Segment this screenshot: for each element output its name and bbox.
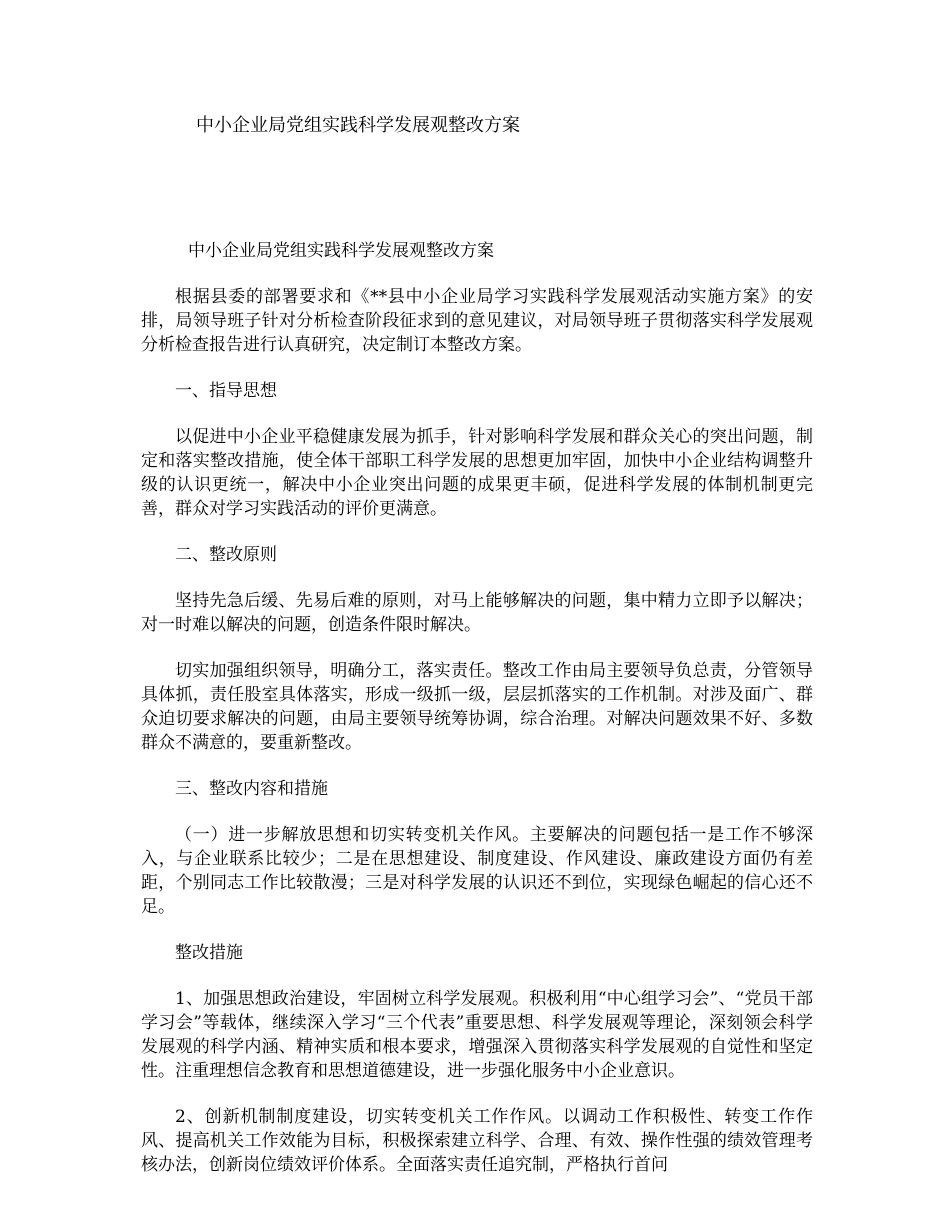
measures-title: 整改措施 xyxy=(175,943,243,963)
section-1-body: 以促进中小企业平稳健康发展为抓手，针对影响科学发展和群众关心的突出问题，制定和落实整改措施，使全体干部职工科学发展的思想更加牢固，加快中小企业结构调整升级的认识更统一，解决中小企业突出问题的成果更丰硕，促进科学发展的体制机制更完善，群众对学习实践活动的评价更满意。 xyxy=(141,427,813,519)
intro-paragraph: 根据县委的部署要求和《**县中小企业局学习实践科学发展观活动实施方案》的安排，局领导班子针对分析检查阶段征求到的意见建议，对局领导班子贯彻落实科学发展观分析检查报告进行认真研究，决定制订本整改方案。 xyxy=(141,287,813,355)
measure-1: 1、加强思想政治建设，牢固树立科学发展观。积极利用“中心组学习会”、“党员干部学习会”等载体，继续深入学习“三个代表”重要思想、科学发展观等理论，深刻领会科学发展观的科学内涵、精神实质和根本要求，增强深入贯彻落实科学发展观的自觉性和坚定性。注重理想信念教育和思想道德建设，进一步强化服务中小企业意识。 xyxy=(141,989,813,1081)
measure-2: 2、创新机制制度建设，切实转变机关工作作风。以调动工作积极性、转变工作作风、提高机关工作效能为目标，积极探索建立科学、合理、有效、操作性强的绩效管理考核办法，创新岗位绩效评价体系。全面落实责任追究制，严格执行首问 xyxy=(141,1107,813,1175)
section-3-title: 三、整改内容和措施 xyxy=(175,779,328,799)
document-heading: 中小企业局党组实践科学发展观整改方案 xyxy=(188,241,494,261)
document-title: 中小企业局党组实践科学发展观整改方案 xyxy=(196,115,520,136)
section-2-body-2: 切实加强组织领导，明确分工，落实责任。整改工作由局主要领导负总责，分管领导具体抓，责任股室具体落实，形成一级抓一级，层层抓落实的工作机制。对涉及面广、群众迫切要求解决的问题，由局主要领导统筹协调，综合治理。对解决问题效果不好、多数群众不满意的，要重新整改。 xyxy=(141,661,813,753)
section-2-title: 二、整改原则 xyxy=(175,545,277,565)
section-2-body-1: 坚持先急后缓、先易后难的原则，对马上能够解决的问题，集中精力立即予以解决；对一时难以解决的问题，创造条件限时解决。 xyxy=(141,591,813,635)
section-1-title: 一、指导思想 xyxy=(175,381,277,401)
document-body xyxy=(141,239,813,1199)
section-3-subsection-1: （一）进一步解放思想和切实转变机关作风。主要解决的问题包括一是工作不够深入，与企业联系比较少；二是在思想建设、制度建设、作风建设、廉政建设方面仍有差距，个别同志工作比较散漫；三是对科学发展的认识还不到位，实现绿色崛起的信心还不足。 xyxy=(141,825,813,917)
